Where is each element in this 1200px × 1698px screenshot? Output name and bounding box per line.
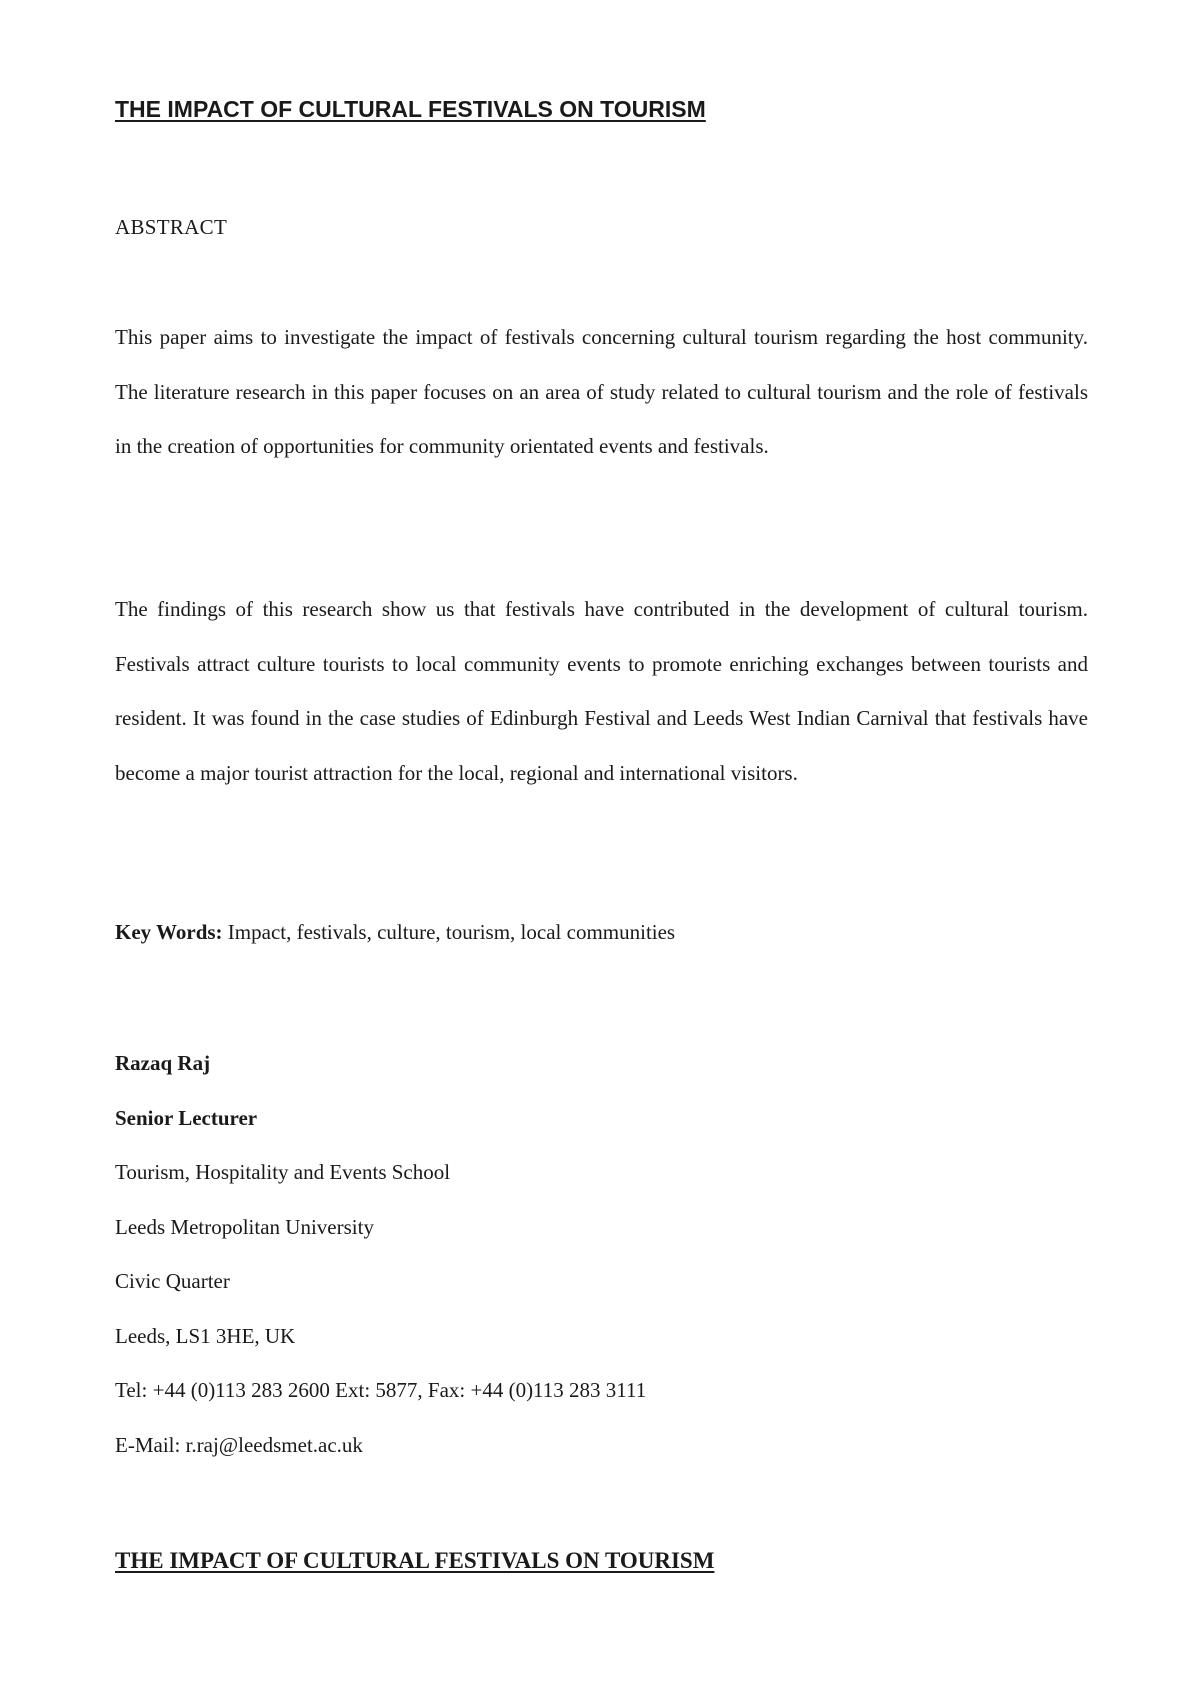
- author-email: E-Mail: r.raj@leedsmet.ac.uk: [115, 1432, 363, 1457]
- author-phone: Tel: +44 (0)113 283 2600 Ext: 5877, Fax: +44 (0)113 283 3111: [115, 1378, 647, 1402]
- keywords-line: [115, 920, 675, 945]
- author-position: Senior Lecturer: [115, 1105, 258, 1130]
- author-school: Tourism, Hospitality and Events School: [115, 1160, 451, 1184]
- abstract-heading: ABSTRACT: [115, 215, 228, 239]
- keywords-text: Impact, festivals, culture, tourism, local communities: [222, 920, 676, 944]
- abstract-paragraph-2: The findings of this research show us that festivals have contributed in the development of cultural tourism. Festivals attract culture tourists to local community events to promote enriching exchanges between tourists and resident. It was found in the case studies of Edinburgh Festival and Leeds West Indian Carnival that festivals have become a major tourist attraction for the local, regional and international visitors.: [115, 597, 1088, 785]
- author-info: [115, 1036, 646, 1472]
- section-title: THE IMPACT OF CULTURAL FESTIVALS ON TOURISM: [115, 1548, 715, 1573]
- author-name: Razaq Raj: [115, 1051, 211, 1075]
- author-campus: Civic Quarter: [115, 1269, 230, 1293]
- author-university: Leeds Metropolitan University: [115, 1214, 374, 1239]
- abstract-paragraph-1: This paper aims to investigate the impact of festivals concerning cultural tourism regarding the host community. The literature research in this paper focuses on an area of study related to cultural tourism and the role of festivals in the creation of opportunities for community orientated events and festivals.: [115, 325, 1088, 458]
- author-city: Leeds, LS1 3HE, UK: [115, 1323, 296, 1348]
- paper-title: THE IMPACT OF CULTURAL FESTIVALS ON TOURISM: [115, 96, 706, 122]
- keywords-label: Key Words:: [115, 920, 223, 944]
